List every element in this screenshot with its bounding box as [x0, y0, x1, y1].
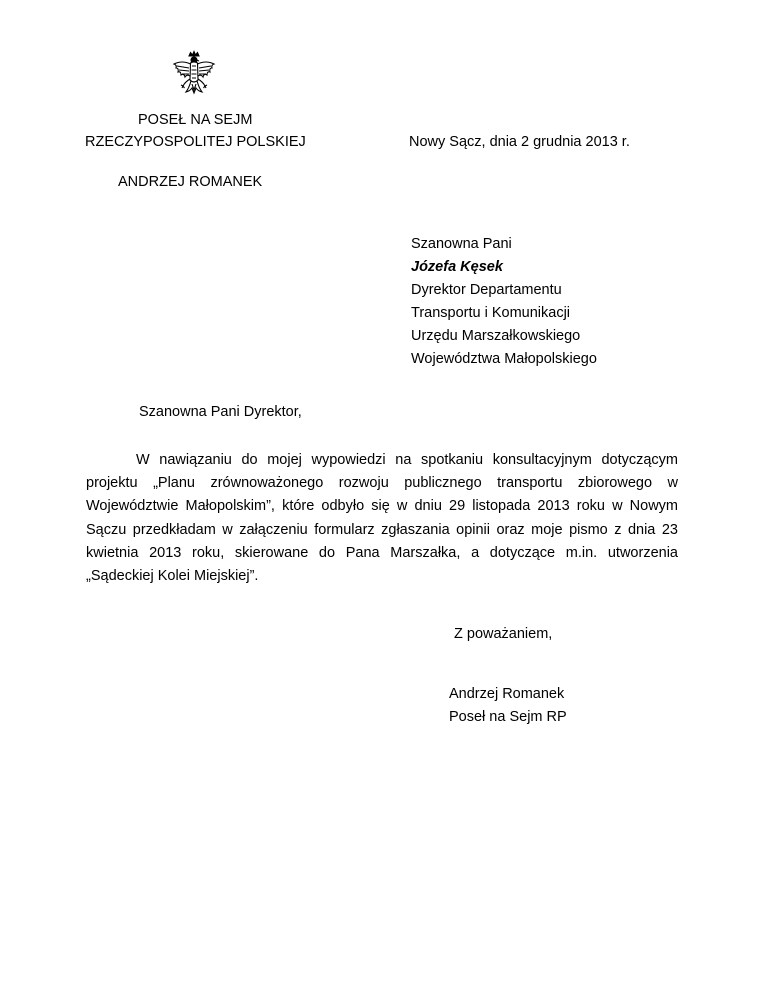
recipient-department: Transportu i Komunikacji	[411, 305, 571, 321]
letterhead-line-1: POSEŁ NA SEJM	[138, 112, 253, 128]
greeting: Szanowna Pani Dyrektor,	[139, 404, 302, 420]
polish-eagle-emblem-icon	[168, 50, 220, 102]
body-paragraph: W nawiązaniu do mojej wypowiedzi na spotkaniu konsultacyjnym dotyczącym projektu „Planu zrównoważonego rozwoju publicznego transportu zbiorowego w Województwie Małopolskim”, które odbyło się w dniu 29 listopada 2013 roku w Nowym Sączu przedkładam w załączeniu formularz zgłaszania opinii oraz moje pismo z dnia 23 kwietnia 2013 roku, skierowane do Pana Marszałka, a dotyczące m.in. utworzenia „Sądeckiej Kolei Miejskiej”.	[86, 452, 678, 585]
recipient-region: Województwa Małopolskiego	[411, 351, 597, 367]
recipient-salutation: Szanowna Pani	[411, 236, 512, 252]
recipient-position: Dyrektor Departamentu	[411, 282, 562, 298]
letterhead-line-2: RZECZYPOSPOLITEJ POLSKIEJ	[85, 134, 306, 150]
place-date: Nowy Sącz, dnia 2 grudnia 2013 r.	[409, 134, 630, 150]
signature-name: Andrzej Romanek	[449, 686, 565, 702]
sender-name: ANDRZEJ ROMANEK	[118, 174, 263, 190]
recipient-name: Józefa Kęsek	[411, 259, 503, 275]
closing: Z poważaniem,	[454, 626, 553, 642]
signature-title: Poseł na Sejm RP	[449, 709, 567, 725]
recipient-office: Urzędu Marszałkowskiego	[411, 328, 581, 344]
